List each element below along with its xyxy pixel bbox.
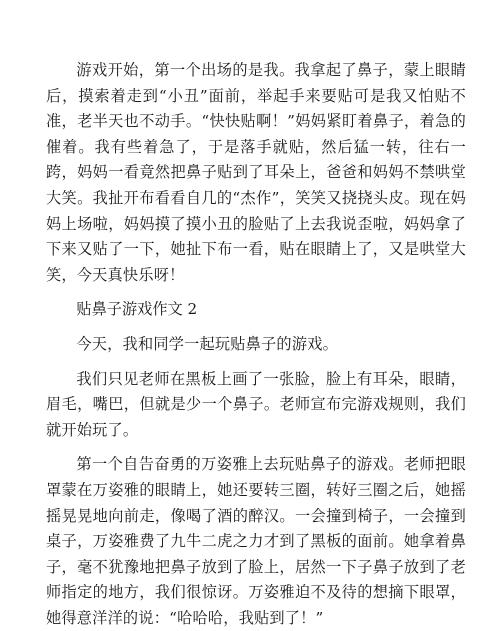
paragraph-game-start: 游戏开始，第一个出场的是我。我拿起了鼻子，蒙上眼睛后，摸索着走到“小丑”面前，举起手来要贴可是我又怕贴不准，老半天也不动手。“快快贴啊！”妈妈紧盯着鼻子，着急的催着。我有些着急了，于是落手就贴，然后猛一转，往右一跨，妈妈一看竟然把鼻子贴到了耳朵上，爸爸和妈妈不禁哄堂大笑。我扯开布看看自几的“杰作”，笑笑又挠挠头皮。现在妈妈上场啦，妈妈摸了摸小丑的脸贴了上去我说歪啦，妈妈拿了下来又贴了一下，她扯下布一看，贴在眼睛上了，又是哄堂大笑，今天真快乐呀！: [46, 61, 466, 284]
paragraph-intro: 今天，我和同学一起玩贴鼻子的游戏。: [76, 334, 338, 353]
section-heading: 贴鼻子游戏作文 2: [76, 300, 198, 319]
paragraph-teacher-draws: 我们只见老师在黑板上画了一张脸，脸上有耳朵，眼睛，眉毛，嘴巴，但就是少一个鼻子。老师宣布完游戏规则，我们就开始玩了。: [46, 369, 466, 439]
document-page: [46, 58, 466, 631]
paragraph-wan-ziya: 第一个自告奋勇的万姿雅上去玩贴鼻子的游戏。老师把眼罩蒙在万姿雅的眼睛上，她还要转三圈，转好三圈之后，她摇摇晃晃地向前走，像喝了酒的醉汉。一会撞到椅子，一会撞到桌子，万姿雅费了九牛二虎之力才到了黑板的面前。她拿着鼻子，毫不犹豫地把鼻子放到了脸上，居然一下子鼻子放到了老师指定的地方，我们很惊讶。万姿雅迫不及待的想摘下眼罩，她得意洋洋的说：“哈哈哈，我贴到了！”: [46, 455, 466, 627]
